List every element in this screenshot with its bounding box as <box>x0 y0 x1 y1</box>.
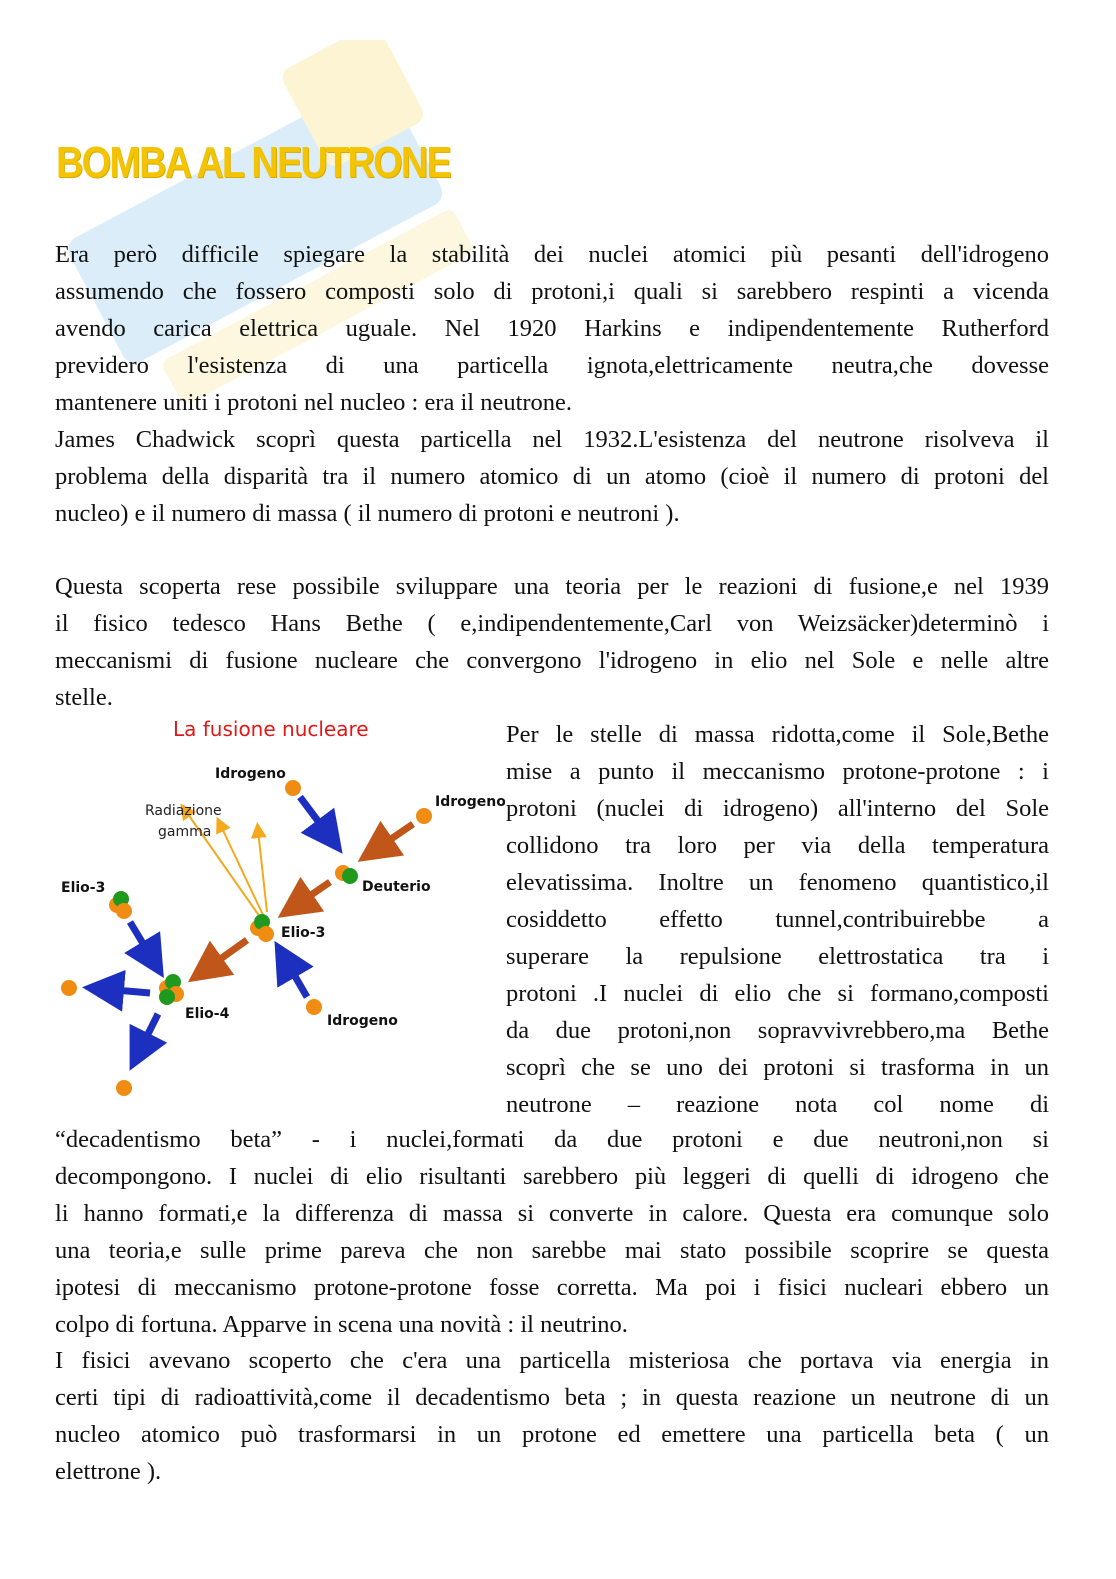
text-line: superare la repulsione elettrostatica tra i <box>506 943 1049 970</box>
text-line: nucleo atomico può trasformarsi in un protone ed emettere una particella beta ( un <box>55 1421 1049 1448</box>
text-line: cosiddetto effetto tunnel,contribuirebbe a <box>506 906 1049 933</box>
text-line: decompongono. I nuclei di elio risultanti sarebbero più leggeri di quelli di idrogeno che <box>55 1163 1049 1190</box>
fusion-diagram-svg <box>55 712 505 1107</box>
text-line: elevatissima. Inoltre un fenomeno quantistico,il <box>506 869 1049 896</box>
paragraph-neutrino <box>55 1342 1049 1490</box>
fusion-diagram <box>55 712 505 1107</box>
text-line: I fisici avevano scoperto che c'era una particella misteriosa che portava via energia in <box>55 1347 1049 1374</box>
label-idrogeno: Idrogeno <box>435 794 505 810</box>
neutron <box>159 989 175 1005</box>
text-line: problema della disparità tra il numero atomico di un atomo (cioè il numero di protoni del <box>55 463 1049 490</box>
paragraph-decadentismo <box>55 1121 1049 1343</box>
text-line: li hanno formati,e la differenza di massa si converte in calore. Questa era comunque solo <box>55 1200 1049 1227</box>
reaction-arrow <box>103 989 150 993</box>
reaction-arrow <box>130 922 153 960</box>
text-line: neutrone – reazione nota col nome di <box>506 1091 1049 1118</box>
text-line: previdero l'esistenza di una particella ignota,elettricamente neutra,che dovesse <box>55 352 1049 379</box>
paragraph-proton-proton <box>506 716 1049 1123</box>
text-line: mise a punto il meccanismo protone-protone : i <box>506 758 1049 785</box>
text-line: il fisico tedesco Hans Bethe ( e,indipendentemente,Carl von Weizsäcker)determinò i <box>55 610 1049 637</box>
text-line: elettrone ). <box>55 1458 162 1485</box>
text-line: “decadentismo beta” - i nuclei,formati da due protoni e due neutroni,non si <box>55 1126 1049 1153</box>
text-line: meccanismi di fusione nucleare che convergono l'idrogeno in elio nel Sole e nelle altre <box>55 647 1049 674</box>
page-title: BOMBA AL NEUTRONE <box>56 138 451 187</box>
label-elio-3: Elio-3 <box>61 880 106 896</box>
proton <box>258 926 274 942</box>
text-line: protoni .I nuclei di elio che si formano,composti <box>506 980 1049 1007</box>
text-line: assumendo che fossero composti solo di protoni,i quali si sarebbero respinti a vicenda <box>55 278 1049 305</box>
text-line: da due protoni,non sopravvivrebbero,ma Bethe <box>506 1017 1049 1044</box>
text-line: James Chadwick scoprì questa particella nel 1932.L'esistenza del neutrone risolveva il <box>55 426 1049 453</box>
text-line: avendo carica elettrica uguale. Nel 1920 Harkins e indipendentemente Rutherford <box>55 315 1049 342</box>
label-radiazione: Radiazione <box>145 803 222 819</box>
reaction-arrow <box>139 1014 158 1052</box>
reaction-arrow <box>285 959 307 997</box>
text-line: Per le stelle di massa ridotta,come il Sole,Bethe <box>506 721 1049 748</box>
proton <box>116 903 132 919</box>
label-elio-4: Elio-4 <box>185 1006 230 1022</box>
text-line: stelle. <box>55 684 113 711</box>
proton <box>61 980 77 996</box>
proton <box>306 999 322 1015</box>
reaction-arrow <box>295 882 330 906</box>
text-line: Questa scoperta rese possibile sviluppare una teoria per le reazioni di fusione,e nel 1939 <box>55 573 1049 600</box>
label-idrogeno: Idrogeno <box>327 1013 398 1029</box>
text-line: nucleo) e il numero di massa ( il numero di protoni e neutroni ). <box>55 500 680 527</box>
reaction-arrow <box>300 797 330 837</box>
text-line: colpo di fortuna. Apparve in scena una novità : il neutrino. <box>55 1311 628 1338</box>
text-line: scoprì che se uno dei protoni si trasforma in un <box>506 1054 1049 1081</box>
proton <box>285 780 301 796</box>
label-deuterio: Deuterio <box>362 879 431 895</box>
label-gamma: gamma <box>158 824 212 840</box>
text-line: certi tipi di radioattività,come il decadentismo beta ; in questa reazione un neutrone di un <box>55 1384 1049 1411</box>
reaction-arrow <box>205 940 247 970</box>
text-line: mantenere uniti i protoni nel nucleo : era il neutrone. <box>55 389 573 416</box>
proton <box>416 808 432 824</box>
gamma-arrow <box>258 830 267 912</box>
reaction-arrow <box>375 824 413 850</box>
text-line: collidono tra loro per via della temperatura <box>506 832 1049 859</box>
neutron <box>342 868 358 884</box>
label-elio-3: Elio-3 <box>281 925 326 941</box>
proton <box>116 1080 132 1096</box>
paragraph-intro <box>55 236 1049 532</box>
diagram-title: La fusione nucleare <box>173 717 369 741</box>
text-line: una teoria,e sulle prime pareva che non sarebbe mai stato possibile scoprire se questa <box>55 1237 1049 1264</box>
text-line: Era però difficile spiegare la stabilità dei nuclei atomici più pesanti dell'idrogeno <box>55 241 1049 268</box>
text-line: ipotesi di meccanismo protone-protone fosse corretta. Ma poi i fisici nucleari ebbero un <box>55 1274 1049 1301</box>
paragraph-bethe <box>55 568 1049 716</box>
label-idrogeno: Idrogeno <box>215 766 286 782</box>
text-line: protoni (nuclei di idrogeno) all'interno del Sole <box>506 795 1049 822</box>
